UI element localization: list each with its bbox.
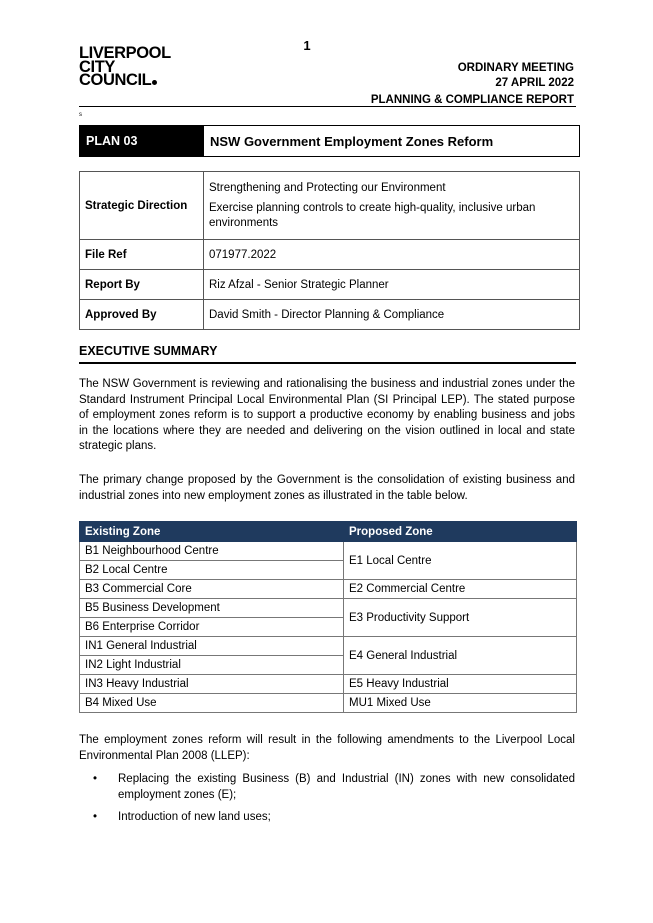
plan-title-box: [79, 125, 580, 157]
bullet-icon: •: [93, 811, 98, 824]
table-row: [80, 675, 577, 694]
table-row: [80, 637, 577, 656]
header-existing-zone: Existing Zone: [80, 522, 344, 542]
existing-zone-cell: B3 Commercial Core: [80, 580, 344, 599]
logo-dot-icon: [152, 80, 157, 85]
logo-line-1: LIVERPOOL: [79, 44, 171, 62]
proposed-zone-cell: E2 Commercial Centre: [344, 580, 577, 599]
existing-zone-cell: B4 Mixed Use: [80, 694, 344, 713]
small-mark: s: [79, 112, 82, 118]
plan-code: PLAN 03: [80, 126, 203, 156]
existing-zone-cell: B1 Neighbourhood Centre: [80, 542, 344, 561]
approved-by-value: David Smith - Director Planning & Compliance: [204, 300, 580, 330]
table-row: [80, 694, 577, 713]
strategic-direction-label: Strategic Direction: [80, 172, 204, 240]
info-row-file-ref: [80, 240, 580, 270]
table-row: [80, 599, 577, 618]
existing-zone-cell: B2 Local Centre: [80, 561, 344, 580]
summary-paragraph-2: The primary change proposed by the Government is the consolidation of existing business and industrial zones into new employment zones as illustrated in the table below.: [79, 474, 575, 502]
executive-summary-heading: EXECUTIVE SUMMARY: [79, 344, 576, 364]
proposed-zone-cell: E1 Local Centre: [344, 542, 577, 580]
strategic-direction-line-2: Exercise planning controls to create high-quality, inclusive urban environments: [209, 201, 536, 229]
list-item: [79, 772, 575, 803]
proposed-zone-cell: E4 General Industrial: [344, 637, 577, 675]
info-row-strategic-direction: [80, 172, 580, 240]
table-row: [80, 542, 577, 561]
report-name: PLANNING & COMPLIANCE REPORT: [370, 94, 574, 106]
proposed-zone-cell: E5 Heavy Industrial: [344, 675, 577, 694]
amendments-list: [79, 772, 575, 833]
report-by-value: Riz Afzal - Senior Strategic Planner: [204, 270, 580, 300]
file-ref-label: File Ref: [80, 240, 204, 270]
logo-line-3: COUNCIL: [79, 71, 152, 89]
page-number: 1: [303, 38, 311, 53]
list-item: [79, 810, 575, 826]
strategic-direction-value: [204, 172, 580, 240]
meeting-header: [371, 61, 574, 108]
header-proposed-zone: Proposed Zone: [344, 522, 577, 542]
liverpool-city-council-logo: [79, 44, 171, 89]
info-row-approved-by: [80, 300, 580, 330]
table-row: [80, 580, 577, 599]
proposed-zone-cell: E3 Productivity Support: [344, 599, 577, 637]
proposed-zone-cell: MU1 Mixed Use: [344, 694, 577, 713]
existing-zone-cell: B5 Business Development: [80, 599, 344, 618]
existing-zone-cell: B6 Enterprise Corridor: [80, 618, 344, 637]
header-divider: [79, 106, 576, 107]
bullet-icon: •: [93, 773, 98, 785]
report-info-table: [79, 171, 580, 330]
meeting-date: 27 APRIL 2022: [495, 77, 574, 89]
zones-table: [79, 521, 577, 713]
list-item-text: Introduction of new land uses;: [118, 811, 271, 824]
summary-paragraph-3: The employment zones reform will result in the following amendments to the Liverpool Local Environmental Plan 2008 (LLEP):: [79, 734, 575, 762]
existing-zone-cell: IN1 General Industrial: [80, 637, 344, 656]
strategic-direction-line-1: Strengthening and Protecting our Environment: [209, 181, 446, 194]
zones-header-row: [80, 522, 577, 542]
existing-zone-cell: IN2 Light Industrial: [80, 656, 344, 675]
list-item-text: Replacing the existing Business (B) and Industrial (IN) zones with new consolidated employment zones (E);: [118, 773, 575, 801]
file-ref-value: 071977.2022: [204, 240, 580, 270]
logo-line-2: CITY: [79, 57, 115, 76]
existing-zone-cell: IN3 Heavy Industrial: [80, 675, 344, 694]
plan-title: NSW Government Employment Zones Reform: [203, 126, 579, 156]
meeting-name: ORDINARY MEETING: [457, 62, 574, 74]
summary-paragraph-1: The NSW Government is reviewing and rationalising the business and industrial zones under the Standard Instrument Principal Local Environmental Plan (SI Principal LEP). The stated purpose of employment zones reform is to support a productive economy by enabling business and jobs in the locations where they are needed and delivering on the vision outlined in local and state strategic plans.: [79, 378, 575, 453]
approved-by-label: Approved By: [80, 300, 204, 330]
info-row-report-by: [80, 270, 580, 300]
report-by-label: Report By: [80, 270, 204, 300]
